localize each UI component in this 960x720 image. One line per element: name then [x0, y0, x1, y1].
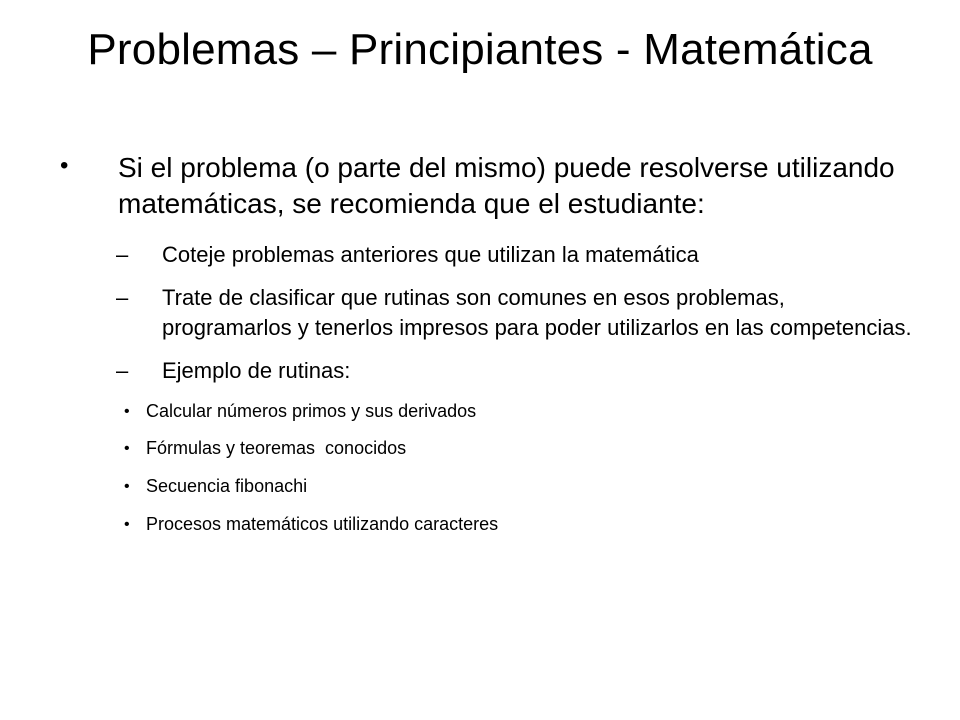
intro-text: Si el problema (o parte del mismo) puede resolverse utilizando matemáticas, se recomienda que el estudiante: — [118, 152, 895, 219]
bullet-dot-icon: • — [124, 478, 130, 496]
bullet-dot-icon: • — [124, 516, 130, 534]
point-1 — [60, 240, 920, 269]
point-3-text: Ejemplo de rutinas: — [162, 358, 351, 384]
example-3-text: Secuencia fibonachi — [146, 476, 308, 497]
example-4-text: Procesos matemáticos utilizando caracteres — [146, 514, 499, 535]
slide-title: Problemas – Principiantes - Matemática — [87, 25, 873, 74]
example-1 — [60, 400, 920, 424]
example-2-text: Fórmulas y teoremas conocidos — [146, 438, 407, 459]
point-3 — [60, 356, 920, 385]
example-3 — [60, 475, 920, 499]
bullet-dot-icon: • — [124, 440, 130, 458]
bullet-dot-icon: • — [124, 402, 130, 420]
example-4 — [60, 513, 920, 537]
example-2 — [60, 437, 920, 461]
intro-bullet — [60, 150, 920, 222]
example-1-text: Calcular números primos y sus derivados — [146, 400, 477, 421]
bullet-dash-icon: – — [116, 241, 129, 267]
bullet-dot-icon: • — [60, 152, 69, 179]
point-1-text: Coteje problemas anteriores que utilizan la matemática — [162, 241, 699, 267]
bullet-dash-icon: – — [116, 358, 129, 384]
point-2-text: Trate de clasificar que rutinas son comunes en esos problemas, programarlos y tenerlos impresos para poder utilizarlos en las competencias. — [162, 285, 912, 340]
point-2 — [60, 283, 920, 342]
bullet-dash-icon: – — [116, 285, 129, 311]
slide-content — [60, 150, 920, 551]
